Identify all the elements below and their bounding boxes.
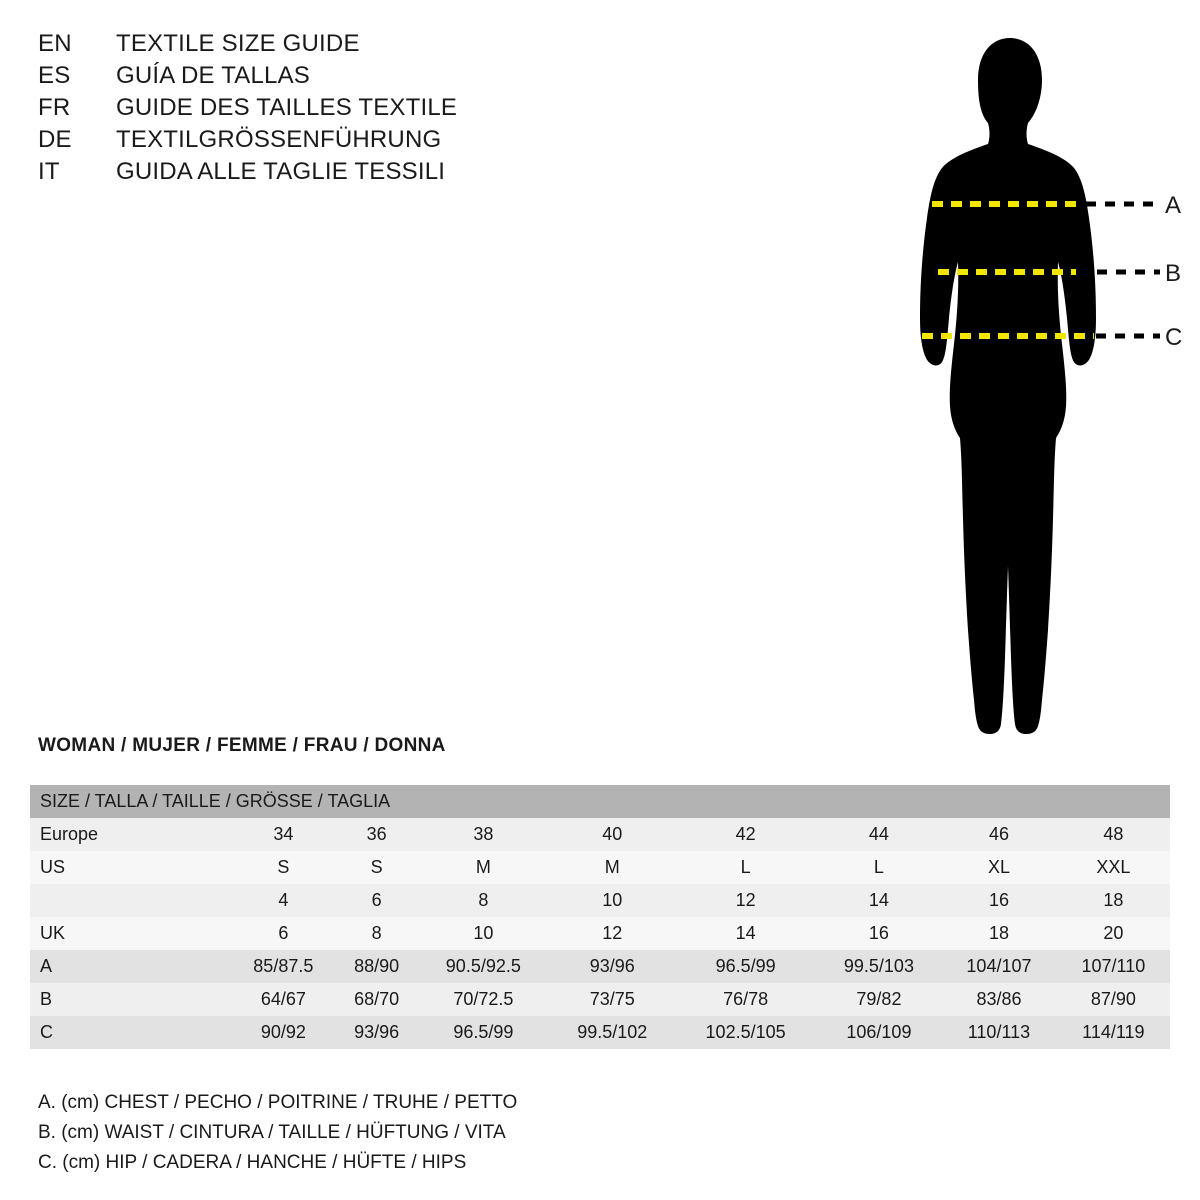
- table-cell: XXL: [1096, 857, 1131, 877]
- body-silhouette-shape: [920, 38, 1096, 734]
- table-cell: 12: [602, 923, 623, 943]
- table-row: [30, 884, 1170, 917]
- marker-label-b: B: [1165, 260, 1182, 287]
- table-cell: 93/96: [589, 956, 635, 976]
- table-cell: 14: [868, 890, 889, 910]
- marker-label-c: C: [1165, 324, 1183, 351]
- table-cell: L: [873, 857, 884, 877]
- table-cell: 102.5/105: [705, 1022, 786, 1042]
- table-cell: 114/119: [1082, 1022, 1145, 1042]
- table-cell: 93/96: [354, 1022, 400, 1042]
- table-cell: 6: [371, 890, 382, 910]
- table-cell: 16: [988, 890, 1009, 910]
- language-row: [38, 126, 658, 158]
- table-cell: 107/110: [1081, 956, 1146, 976]
- table-row: [30, 950, 1170, 983]
- table-cell: 18: [1103, 890, 1124, 910]
- language-code: ES: [38, 62, 71, 89]
- row-label: Europe: [40, 824, 99, 844]
- table-header-row: [30, 785, 1170, 818]
- table-cell: 38: [473, 824, 494, 844]
- table-cell: 8: [371, 923, 382, 943]
- table-cell: 90.5/92.5: [445, 956, 521, 976]
- language-title: GUIDA ALLE TAGLIE TESSILI: [116, 158, 446, 185]
- table-cell: 99.5/103: [843, 956, 914, 976]
- table-cell: 68/70: [354, 989, 400, 1009]
- table-cell: 44: [868, 824, 889, 844]
- table-cell: 96.5/99: [453, 1022, 514, 1042]
- table-cell: 16: [868, 923, 889, 943]
- table-cell: 76/78: [723, 989, 769, 1009]
- table-cell: 99.5/102: [577, 1022, 648, 1042]
- language-code: FR: [38, 94, 71, 121]
- legend-line-a: A. (cm) CHEST / PECHO / POITRINE / TRUHE / PETTO: [38, 1092, 518, 1113]
- language-title: GUIDE DES TAILLES TEXTILE: [116, 94, 458, 121]
- table-cell: S: [370, 857, 383, 877]
- table-cell: 6: [278, 923, 289, 943]
- language-code: DE: [38, 126, 72, 153]
- row-label: US: [40, 857, 66, 877]
- table-row: [30, 851, 1170, 884]
- table-cell: M: [604, 857, 620, 877]
- table-cell: 104/107: [966, 956, 1032, 976]
- row-label: B: [40, 989, 53, 1009]
- table-cell: 70/72.5: [453, 989, 514, 1009]
- row-label: A: [40, 956, 53, 976]
- table-cell: 83/86: [976, 989, 1022, 1009]
- table-cell: 4: [278, 890, 289, 910]
- language-code: EN: [38, 30, 72, 57]
- marker-label-a: A: [1165, 192, 1182, 219]
- row-label: C: [40, 1022, 53, 1042]
- language-row: [38, 158, 658, 190]
- language-code: IT: [38, 158, 60, 185]
- table-cell: 85/87.5: [253, 956, 314, 976]
- table-cell: 87/90: [1090, 989, 1136, 1009]
- table-cell: 8: [478, 890, 489, 910]
- table-header-label: SIZE / TALLA / TAILLE / GRÖSSE / TAGLIA: [40, 791, 391, 811]
- row-label: UK: [40, 923, 66, 943]
- table-cell: 36: [366, 824, 387, 844]
- table-cell: XL: [987, 857, 1010, 877]
- language-title: TEXTILE SIZE GUIDE: [116, 30, 360, 57]
- language-header-block: [38, 30, 658, 190]
- language-title: GUÍA DE TALLAS: [116, 62, 310, 89]
- female-body-figure: [860, 18, 1190, 748]
- table-cell: 40: [602, 824, 623, 844]
- table-cell: M: [475, 857, 491, 877]
- table-cell: 46: [988, 824, 1009, 844]
- table-cell: 12: [735, 890, 756, 910]
- table-cell: 79/82: [856, 989, 902, 1009]
- language-title: TEXTILGRÖSSENFÜHRUNG: [116, 126, 442, 153]
- table-cell: S: [277, 857, 290, 877]
- table-title: WOMAN / MUJER / FEMME / FRAU / DONNA: [38, 735, 446, 756]
- table-cell: 18: [988, 923, 1009, 943]
- table-cell: 73/75: [589, 989, 635, 1009]
- measurement-legend: [38, 1088, 738, 1178]
- language-row: [38, 94, 658, 126]
- table-cell: L: [740, 857, 751, 877]
- table-cell: 64/67: [260, 989, 306, 1009]
- row-label: [30, 884, 230, 917]
- table-cell: 48: [1103, 824, 1124, 844]
- table-cell: 10: [473, 923, 494, 943]
- table-cell: 42: [735, 824, 756, 844]
- legend-line-b: B. (cm) WAIST / CINTURA / TAILLE / HÜFTUNG / VITA: [38, 1122, 506, 1143]
- size-table: [30, 785, 1170, 1049]
- table-row: [30, 818, 1170, 851]
- table-cell: 110/113: [967, 1022, 1031, 1042]
- table-row: [30, 917, 1170, 950]
- table-cell: 96.5/99: [715, 956, 776, 976]
- language-row: [38, 62, 658, 94]
- table-cell: 34: [273, 824, 294, 844]
- legend-line-c: C. (cm) HIP / CADERA / HANCHE / HÜFTE / HIPS: [38, 1152, 467, 1173]
- table-cell: 88/90: [354, 956, 400, 976]
- table-cell: 14: [735, 923, 756, 943]
- table-cell: 20: [1103, 923, 1124, 943]
- table-cell: 10: [602, 890, 623, 910]
- table-row: [30, 1016, 1170, 1049]
- language-row: [38, 30, 658, 62]
- table-cell: 106/109: [846, 1022, 912, 1042]
- table-row: [30, 983, 1170, 1016]
- table-cell: 90/92: [260, 1022, 306, 1042]
